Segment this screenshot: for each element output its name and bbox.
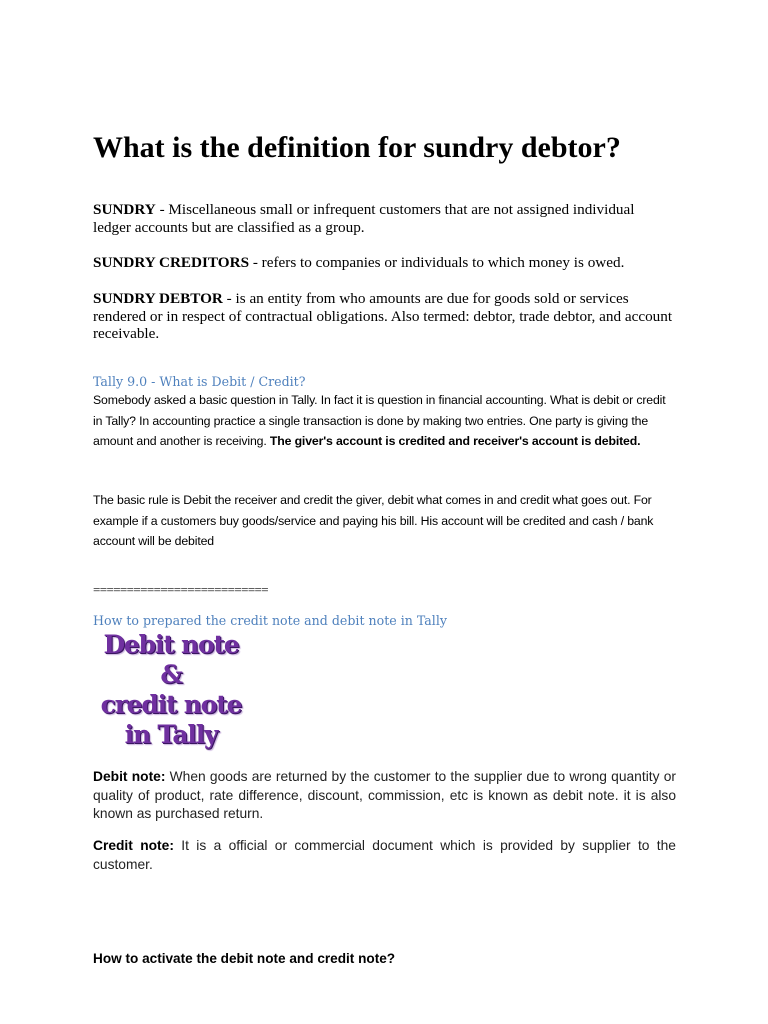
debit-credit-note-logo — [93, 630, 249, 750]
separator-line: ========================== — [93, 582, 269, 597]
tally-paragraph-1-text: Somebody asked a basic question in Tally. In fact it is question in financial accounting. What is debit or credit in Tally? In accounting practice a single transaction is done by making two entries. One party is giving the amount and another is receiving. — [93, 393, 666, 448]
definition-sundry-debtor — [93, 290, 676, 343]
tally-paragraph-1 — [93, 390, 676, 452]
activate-notes-heading: How to activate the debit note and credit note? — [93, 951, 396, 966]
tally-paragraph-1-bold: The giver's account is credited and receiver's account is debited. — [269, 434, 641, 448]
credit-note-paragraph — [93, 837, 676, 874]
definition-term: SUNDRY DEBTOR — [93, 290, 223, 307]
definition-text: - refers to companies or individuals to which money is owed. — [249, 254, 625, 271]
definition-text: - is an entity from who amounts are due for goods sold or services rendered or in respect of contractual obligations. Also termed: debtor, trade debtor, and account receivable. — [93, 290, 673, 342]
definition-text: - Miscellaneous small or infrequent customers that are not assigned individual ledger accounts but are classified as a group. — [93, 201, 635, 236]
logo-line: in Tally — [124, 720, 218, 749]
tally-section-heading: Tally 9.0 - What is Debit / Credit? — [93, 374, 306, 389]
notes-section-heading: How to prepared the credit note and debit note in Tally — [93, 613, 447, 628]
definition-sundry-creditors — [93, 254, 676, 272]
debit-note-term: Debit note: — [93, 769, 166, 784]
definition-sundry — [93, 201, 676, 236]
logo-line: & — [160, 660, 182, 689]
definition-term: SUNDRY CREDITORS — [93, 254, 250, 271]
tally-paragraph-2: The basic rule is Debit the receiver and credit the giver, debit what comes in and credit what goes out. For example if a customers buy goods/service and paying his bill. His account will be credited and cash / bank account will be debited — [93, 493, 654, 548]
debit-note-paragraph — [93, 768, 676, 824]
credit-note-text: It is a official or commercial document which is provided by supplier to the customer. — [93, 838, 676, 872]
page-title: What is the definition for sundry debtor? — [93, 131, 621, 164]
debit-note-text: When goods are returned by the customer to the supplier due to wrong quantity or quality of product, rate difference, discount, commission, etc is known as debit note. it is also known as purchased return. — [93, 769, 676, 821]
logo-line: credit note — [100, 690, 242, 719]
definition-term: SUNDRY — [93, 201, 156, 218]
logo-line: Debit note — [103, 630, 239, 659]
credit-note-term: Credit note: — [93, 838, 174, 853]
